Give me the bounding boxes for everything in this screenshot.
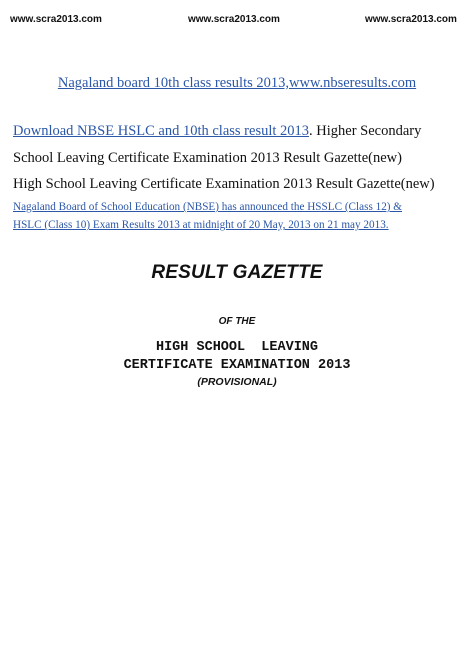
paragraph-line-1 bbox=[13, 123, 468, 140]
notice-line-2 bbox=[13, 219, 468, 231]
title-link[interactable]: Nagaland board 10th class results 2013,www.nbseresults.com bbox=[57, 75, 417, 91]
gazette-exam-line-1: HIGH SCHOOL LEAVING bbox=[155, 340, 319, 355]
gazette-provisional: (PROVISIONAL) bbox=[197, 376, 277, 388]
paragraph-line-1-rest: . Higher Secondary bbox=[309, 123, 422, 139]
gazette-exam-line-2: CERTIFICATE EXAMINATION 2013 bbox=[123, 358, 351, 373]
header-left-url: www.scra2013.com bbox=[10, 14, 102, 25]
header-right-url: www.scra2013.com bbox=[365, 14, 457, 25]
download-link[interactable]: Download NBSE HSLC and 10th class result 2013 bbox=[13, 123, 310, 139]
gazette-of-the: OF THE bbox=[218, 316, 256, 327]
paragraph-line-3: High School Leaving Certificate Examination 2013 Result Gazette(new) bbox=[13, 176, 435, 192]
header-center-url: www.scra2013.com bbox=[188, 14, 280, 25]
notice-link-2[interactable]: HSLC (Class 10) Exam Results 2013 at midnight of 20 May, 2013 on 21 may 2013. bbox=[13, 219, 389, 231]
title-line bbox=[0, 75, 474, 92]
paragraph-line-2: School Leaving Certificate Examination 2013 Result Gazette(new) bbox=[13, 150, 402, 166]
gazette-title: RESULT GAZETTE bbox=[151, 262, 323, 283]
notice-link-1[interactable]: Nagaland Board of School Education (NBSE) has announced the HSSLC (Class 12) & bbox=[13, 201, 403, 213]
notice-line-1 bbox=[13, 201, 468, 213]
